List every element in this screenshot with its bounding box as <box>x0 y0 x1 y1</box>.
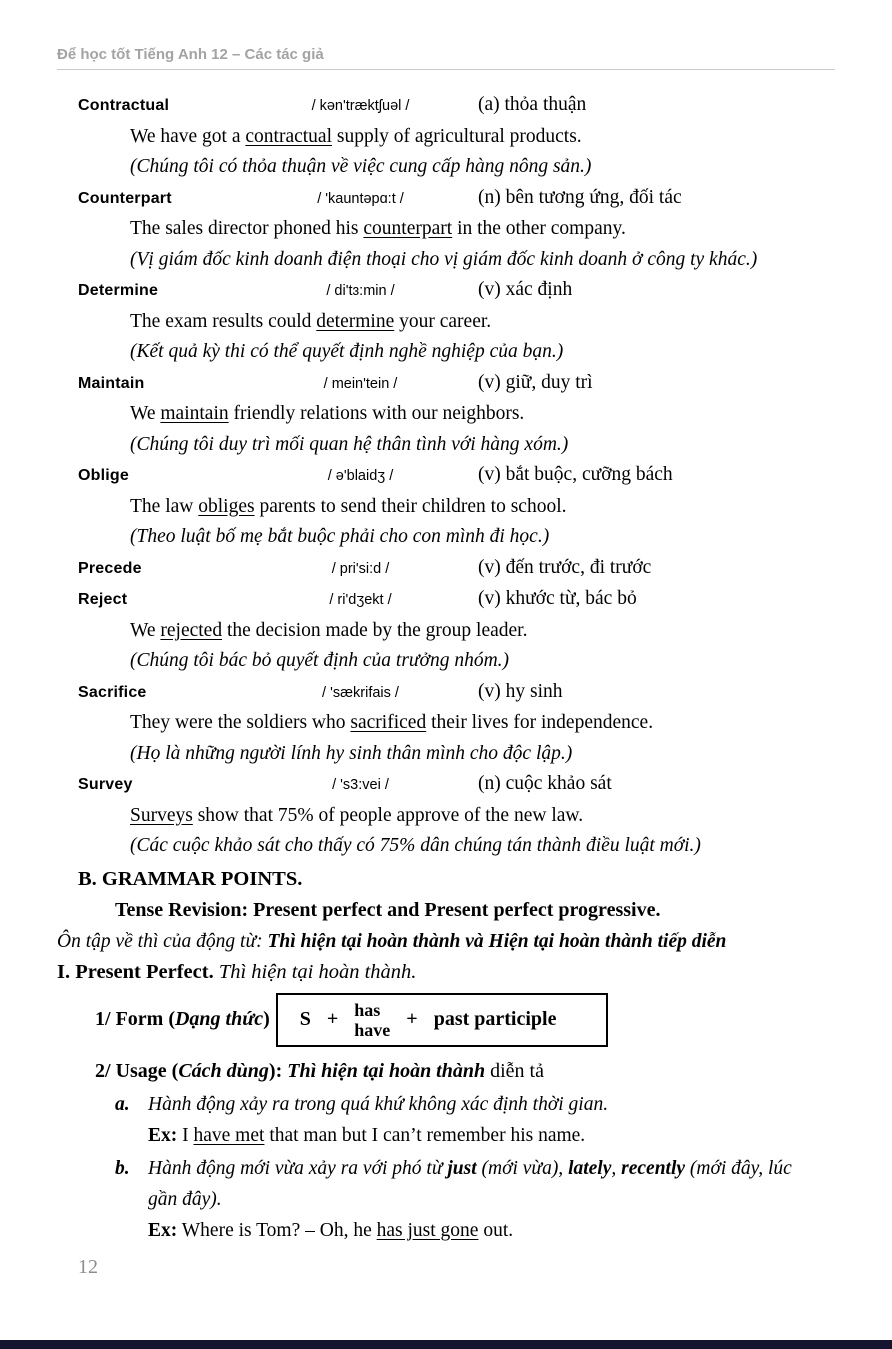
ex-label: Ex: <box>148 1124 178 1146</box>
vocabulary-list <box>78 90 824 862</box>
vocab-pronunciation: / ə'blaidʒ / <box>327 468 394 484</box>
vocab-term: Reject <box>78 591 128 608</box>
vocab-term-row <box>78 677 824 709</box>
vocab-translation: (Các cuộc khảo sát cho thấy có 75% dân chúng tán thành điều luật mới.) <box>130 835 701 856</box>
usage-item-a <box>115 1089 824 1120</box>
vocab-pronunciation: / mein'tein / <box>323 375 398 392</box>
grammar-subtitle: Tense Revision: Present perfect and Present perfect progressive. <box>115 898 661 921</box>
bottom-bar <box>0 1340 892 1349</box>
part-heading <box>57 957 824 988</box>
vocab-translation: (Chúng tôi duy trì mối quan hệ thân tình với hàng xóm.) <box>130 433 569 455</box>
vocab-pronunciation: / ri'dʒekt / <box>329 592 392 608</box>
vocab-entry <box>78 275 824 368</box>
example-text: parents to send their children to school. <box>254 495 567 517</box>
vocab-term: Survey <box>78 776 133 793</box>
example-keyword: counterpart <box>363 218 453 239</box>
ex-keyword: have met <box>193 1124 265 1146</box>
usage-example-b <box>148 1215 824 1246</box>
vocab-entry <box>78 584 824 677</box>
example-text: The exam results could <box>130 310 317 332</box>
ex-text: out. <box>478 1219 514 1241</box>
item-text-seg: (mới đây, lúc gần đây). <box>148 1157 792 1210</box>
form-word: Form ( <box>115 1008 175 1031</box>
usage-example-a <box>148 1120 824 1151</box>
formula-box <box>276 993 608 1047</box>
example-text: They were the soldiers who <box>130 712 351 733</box>
vocab-entry <box>78 553 824 585</box>
vocab-example <box>78 616 824 647</box>
vocab-term: Counterpart <box>78 189 172 207</box>
example-text: We have got a <box>130 125 246 147</box>
example-text: supply of agricultural products. <box>332 125 582 147</box>
vocab-pronunciation: / di'tɜ:min / <box>326 283 395 299</box>
vocab-pronunciation: / 's3:vei / <box>332 777 389 793</box>
vocab-term-row <box>78 553 824 585</box>
example-text: your career. <box>394 310 492 332</box>
vocab-meaning: (v) hy sinh <box>478 680 563 702</box>
item-text: Hành động xảy ra trong quá khứ không xác định thời gian. <box>148 1093 609 1115</box>
vocab-example <box>78 492 824 523</box>
item-text <box>148 1153 824 1215</box>
vocab-example <box>78 307 824 338</box>
form-row <box>95 993 824 1047</box>
usage-word-vi: Cách dùng <box>178 1059 269 1082</box>
item-text-seg: , <box>611 1157 622 1179</box>
vocab-translation: (Vị giám đốc kinh doanh điện thoại cho vị giám đốc kinh doanh ở công ty khác.) <box>130 248 758 270</box>
vocab-term: Precede <box>78 559 142 577</box>
vocab-term-row <box>78 183 824 215</box>
vocab-translation: (Theo luật bố mẹ bắt buộc phải cho con mình đi học.) <box>130 526 550 547</box>
vocab-term-row <box>78 584 824 616</box>
vocab-term: Sacrifice <box>78 683 147 701</box>
ex-keyword: has just gone <box>376 1219 479 1241</box>
has-have-stack <box>354 1000 390 1040</box>
plus-sign: + <box>326 1008 339 1031</box>
example-keyword: rejected <box>160 619 223 641</box>
vocab-pronunciation: / 'sækrifais / <box>322 684 399 701</box>
item-keyword: just <box>447 1157 477 1179</box>
grammar-section-title: B. GRAMMAR POINTS. <box>78 867 303 890</box>
vocab-meaning: (v) xác định <box>478 279 573 300</box>
vocab-example <box>78 122 824 153</box>
vocab-translation: (Họ là những người lính hy sinh thân mình cho độc lập.) <box>130 742 573 764</box>
vocab-meaning: (n) bên tương ứng, đối tác <box>478 186 682 208</box>
review-intro: Ôn tập về thì của động từ: <box>57 930 268 952</box>
item-keyword: lately <box>568 1157 612 1179</box>
item-text-seg: Hành động mới vừa xảy ra với phó từ <box>148 1157 448 1179</box>
example-text: their lives for independence. <box>426 712 654 733</box>
item-keyword: recently <box>621 1157 686 1179</box>
vocab-term-row <box>78 275 824 307</box>
vocab-meaning: (a) thỏa thuận <box>478 94 587 115</box>
formula-past-participle: past participle <box>433 1008 557 1031</box>
example-keyword: contractual <box>245 125 333 147</box>
vocab-translation: (Chúng tôi có thỏa thuận về việc cung cấp hàng nông sản.) <box>130 156 592 177</box>
part-title: I. Present Perfect. <box>57 960 214 983</box>
ex-text: Where is Tom? – Oh, he <box>177 1219 377 1241</box>
usage-word: Usage ( <box>115 1059 179 1082</box>
example-text: the decision made by the group leader. <box>222 619 528 641</box>
vocab-entry <box>78 769 824 862</box>
vocab-translation: (Kết quả kỳ thi có thể quyết định nghề nghiệp của bạn.) <box>130 341 564 362</box>
ex-text: I <box>177 1124 194 1146</box>
vocab-example <box>78 399 824 430</box>
item-text-seg: (mới vừa), <box>476 1157 569 1179</box>
plus-sign: + <box>406 1008 418 1031</box>
example-keyword: determine <box>316 310 395 332</box>
example-keyword: maintain <box>160 403 229 424</box>
form-word-vi: Dạng thức <box>174 1008 264 1031</box>
usage-heading <box>95 1056 824 1087</box>
formula-subject: S <box>299 1008 311 1031</box>
usage-close: ): <box>268 1059 288 1082</box>
example-text: The law <box>130 495 199 517</box>
page-number: 12 <box>78 1256 98 1278</box>
form-close: ) <box>263 1008 270 1031</box>
page-header: Để học tốt Tiếng Anh 12 – Các tác giả <box>57 46 835 70</box>
vocab-example <box>78 214 824 245</box>
example-text: The sales director phoned his <box>130 218 364 239</box>
part-subtitle: Thì hiện tại hoàn thành. <box>213 960 417 983</box>
usage-tense-name: Thì hiện tại hoàn thành <box>287 1059 486 1082</box>
vocab-entry <box>78 368 824 461</box>
ex-label: Ex: <box>148 1219 178 1241</box>
example-text: in the other company. <box>452 218 626 239</box>
vocab-meaning: (v) giữ, duy trì <box>478 371 593 393</box>
usage-item-b <box>115 1153 824 1215</box>
vocab-translation: (Chúng tôi bác bỏ quyết định của trưởng nhóm.) <box>130 650 510 671</box>
usage-tail: diễn tả <box>485 1059 544 1082</box>
vocab-term: Contractual <box>78 97 170 114</box>
grammar-review-line <box>57 926 824 957</box>
vocab-pronunciation: / kən'træktʃuəl / <box>311 98 410 114</box>
grammar-section <box>57 864 824 1246</box>
example-text: friendly relations with our neighbors. <box>228 403 525 424</box>
usage-number: 2/ <box>95 1059 116 1082</box>
ex-text: that man but I can’t remember his name. <box>264 1124 586 1146</box>
vocab-term-row <box>78 460 824 492</box>
vocab-term-row <box>78 769 824 801</box>
example-text: show that 75% of people approve of the new law. <box>192 804 584 826</box>
example-text: We <box>130 619 161 641</box>
vocab-pronunciation: / 'kauntəpɑ:t / <box>317 190 404 207</box>
example-keyword: obliges <box>198 495 255 517</box>
vocab-term-row <box>78 90 824 122</box>
vocab-term-row <box>78 368 824 400</box>
example-keyword: Surveys <box>130 804 193 826</box>
vocab-meaning: (v) đến trước, đi trước <box>478 556 652 578</box>
vocab-example <box>78 801 824 832</box>
formula-has: has <box>354 999 381 1020</box>
example-keyword: sacrificed <box>350 712 427 733</box>
example-text: We <box>130 403 161 424</box>
vocab-term: Determine <box>78 282 159 299</box>
vocab-entry <box>78 183 824 276</box>
vocab-term: Oblige <box>78 467 129 484</box>
vocab-meaning: (n) cuộc khảo sát <box>478 773 612 794</box>
review-bold: Thì hiện tại hoàn thành và Hiện tại hoàn thành tiếp diễn <box>267 930 727 952</box>
item-marker: a. <box>115 1093 130 1115</box>
form-number: 1/ <box>95 1008 116 1031</box>
vocab-meaning: (v) bắt buộc, cưỡng bách <box>478 464 673 485</box>
formula-have: have <box>354 1019 391 1040</box>
vocab-example <box>78 708 824 739</box>
vocab-entry <box>78 90 824 183</box>
vocab-term: Maintain <box>78 374 145 392</box>
vocab-meaning: (v) khước từ, bác bỏ <box>478 588 637 609</box>
vocab-pronunciation: / pri'si:d / <box>331 560 390 577</box>
form-label <box>95 1008 270 1031</box>
item-marker: b. <box>115 1157 130 1179</box>
vocab-entry <box>78 460 824 553</box>
vocab-entry <box>78 677 824 770</box>
